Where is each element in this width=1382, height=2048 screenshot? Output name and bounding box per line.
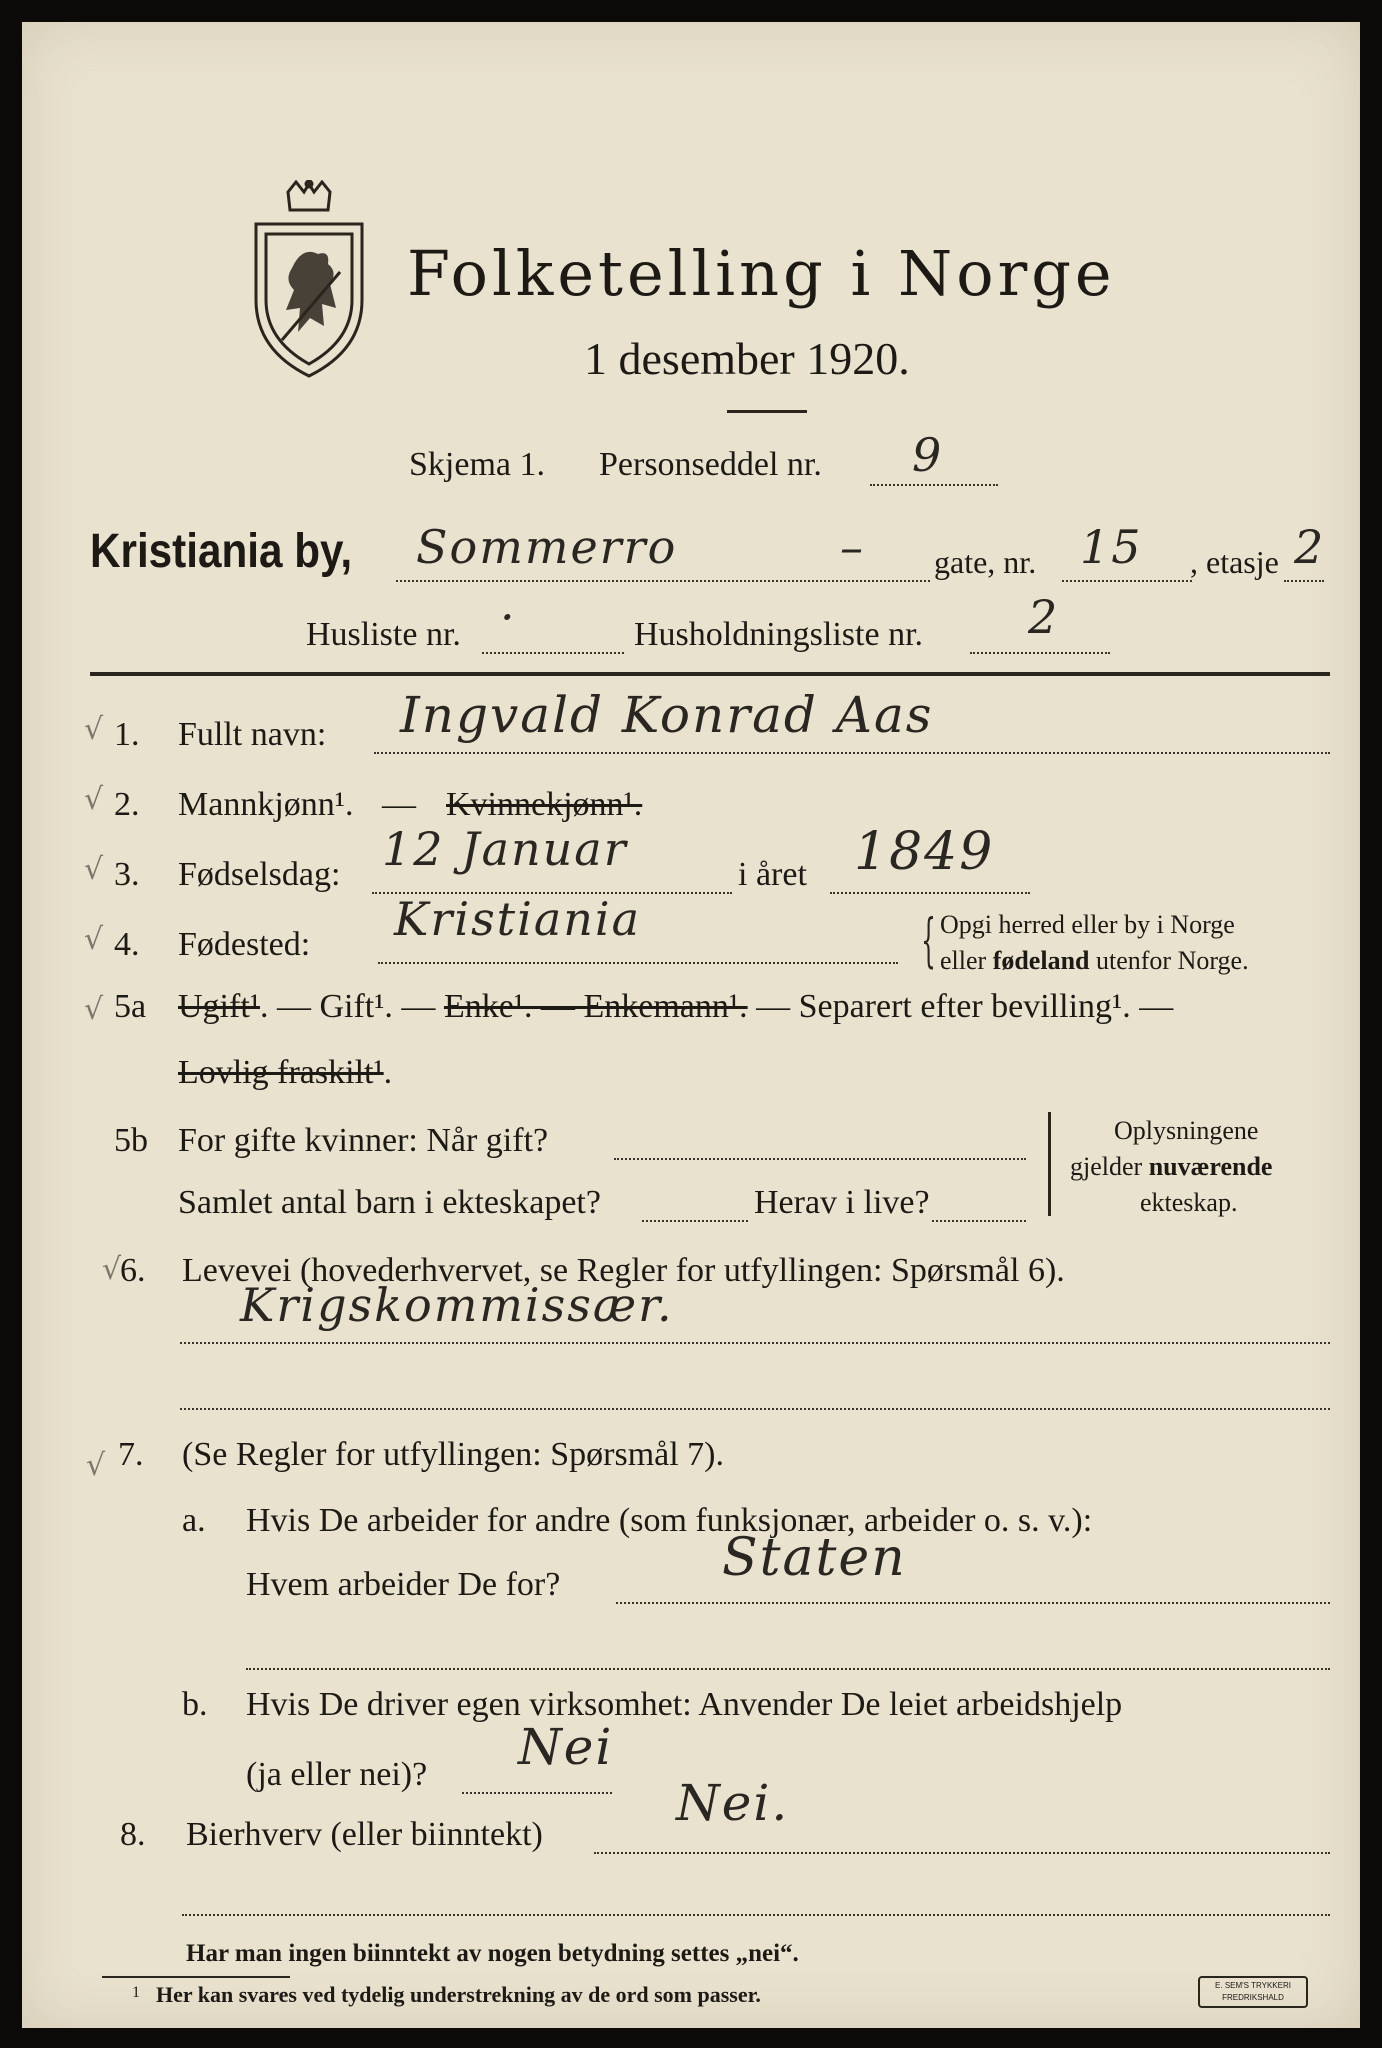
q1-line [374,752,1330,754]
q1-value: Ingvald Konrad Aas [400,686,934,744]
personseddel-label: Personseddel nr. [599,446,822,483]
q5b-note-line3: ekteskap. [1140,1188,1238,1217]
q3-value: 12 Januar [382,822,628,876]
q6-label: Levevei (hovederhvervet, se Regler for utfyllingen: Spørsmål 6). [182,1252,1065,1289]
q2-dash: — [382,786,416,823]
check-mark-q1: √ [84,712,104,747]
q5b-live-line [932,1220,1026,1222]
q4-note-line2-b: fødeland [992,946,1090,975]
footnote-mark: 1 [132,1984,140,2001]
q7a-line1 [616,1602,1330,1604]
q1-number: 1. [114,716,140,753]
q5b-barn-label: Samlet antal barn i ekteskapet? [178,1184,601,1221]
husliste-value: · [500,590,517,644]
q5a-line [178,988,1173,1026]
printer-stamp [1198,1976,1308,2008]
q2-number: 2. [114,786,140,823]
personseddel-line [870,484,998,486]
census-date: 1 desember 1920. [584,333,910,384]
q7b-value: Nei [518,1718,614,1776]
q3-year-line [830,892,1030,894]
q5b-gift-line [614,1158,1026,1160]
footer-note: Har man ingen biinntekt av nogen betydning settes „nei“. [186,1940,799,1967]
q5a-line2 [178,1054,392,1092]
etasje-line [1284,580,1324,582]
q7a-line2 [246,1668,1330,1670]
q4-note-line2-c: utenfor Norge. [1089,946,1249,975]
q8-line1 [594,1852,1330,1854]
q4-note-line1: Opgi herred eller by i Norge [940,910,1235,939]
q5a-enke: Enke¹. — Enkemann¹. [443,988,748,1025]
number-value: 15 [1080,520,1143,574]
census-form [22,22,1360,2028]
city-label: Kristiania by, [90,525,353,578]
q7b-letter: b. [182,1686,208,1723]
q5b-note-line2-b: nuværende [1148,1152,1273,1181]
number-line [1062,580,1192,582]
header-divider [90,672,1330,676]
check-mark-q5a: √ [84,992,104,1027]
q5b-number: 5b [114,1122,148,1159]
check-mark-q6: √ [102,1252,122,1287]
husliste-label: Husliste nr. [306,616,461,653]
husliste-line [482,652,624,654]
q4-note-line2-a: eller [940,946,993,975]
q5b-note-bracket [1048,1112,1051,1216]
q2-mann: Mannkjønn¹. [178,786,354,823]
q5a-separert: — Separert efter bevilling¹. — [747,988,1174,1025]
husholdning-value: 2 [1028,590,1060,644]
q5a-lovlig: Lovlig fraskilt¹ [178,1054,384,1091]
street-dash: – [840,520,865,574]
q5b-barn-line [642,1220,748,1222]
husholdning-label: Husholdningsliste nr. [634,616,924,653]
q5b-live-label: Herav i live? [754,1184,930,1221]
title-divider [727,410,807,413]
q3-number: 3. [114,856,140,893]
check-mark-q7: √ [86,1448,106,1483]
q7a-letter: a. [182,1502,206,1539]
q7-label: (Se Regler for utfyllingen: Spørsmål 7). [182,1436,725,1473]
q6-line1 [180,1342,1330,1344]
footnote-text: Her kan svares ved tydelig understrekning av de ord som passer. [156,1982,761,2007]
norway-coat-of-arms-icon [244,180,374,380]
etasje-value: 2 [1294,520,1326,574]
q6-line2 [180,1408,1330,1410]
q4-number: 4. [114,926,140,963]
q5a-ugift: Ugift¹ [178,988,260,1025]
q5a-number: 5a [114,988,147,1025]
q8-number: 8. [120,1816,146,1853]
q5a-gift: . — Gift¹. — [259,988,444,1025]
q5b-note-line2 [1070,1152,1272,1182]
q7a-value: Staten [722,1528,907,1588]
printer-line1: E. SEM'S TRYKKERI [1215,1981,1291,1990]
q7b-question: (ja eller nei)? [246,1756,428,1793]
check-mark-q2: √ [84,782,104,817]
q3-label: Fødselsdag: [178,856,341,893]
q4-label: Fødested: [178,926,311,963]
gate-label: gate, nr. [934,544,1037,580]
street-line [396,580,930,582]
q3-year-value: 1849 [854,822,995,882]
husholdning-line [970,652,1110,654]
q4-note-line2 [940,946,1249,976]
q7-number: 7. [118,1436,144,1473]
q8-label: Bierhverv (eller biinntekt) [186,1816,543,1853]
street-value: Sommerro [416,520,678,574]
q2-kvinne: Kvinnekjønn¹. [446,786,643,823]
q6-number: 6. [120,1252,146,1289]
q4-note-brace: { [921,906,936,974]
schema-label: Skjema 1. [409,446,545,483]
footnote-divider [102,1976,290,1978]
q5a-period: . [383,1054,393,1091]
q5b-note-line1: Oplysningene [1114,1116,1259,1145]
etasje-label: , etasje [1190,544,1279,580]
q5b-note-line2-a: gjelder [1070,1152,1149,1181]
q4-value: Kristiania [394,892,642,946]
q5b-label: For gifte kvinner: Når gift? [178,1122,549,1159]
q7b-text: Hvis De driver egen virksomhet: Anvender De leiet arbeidshjelp [246,1686,1123,1723]
q7a-question: Hvem arbeider De for? [246,1566,561,1603]
printer-line2: FREDRIKSHALD [1222,1993,1284,2002]
check-mark-q3: √ [84,852,104,887]
form-title: Folketelling i Norge [407,237,1116,310]
personseddel-value: 9 [912,428,944,482]
q4-line [378,962,898,964]
q7a-text: Hvis De arbeider for andre (som funksjonær, arbeider o. s. v.): [246,1502,1093,1539]
q1-label: Fullt navn: [178,716,327,753]
check-mark-q4: √ [84,922,104,957]
q6-value: Krigskommissær. [240,1278,674,1332]
q8-line2 [182,1914,1330,1916]
q3-year-label: i året [738,856,807,893]
q7b-line [462,1792,612,1794]
q8-value: Nei. [676,1774,790,1832]
